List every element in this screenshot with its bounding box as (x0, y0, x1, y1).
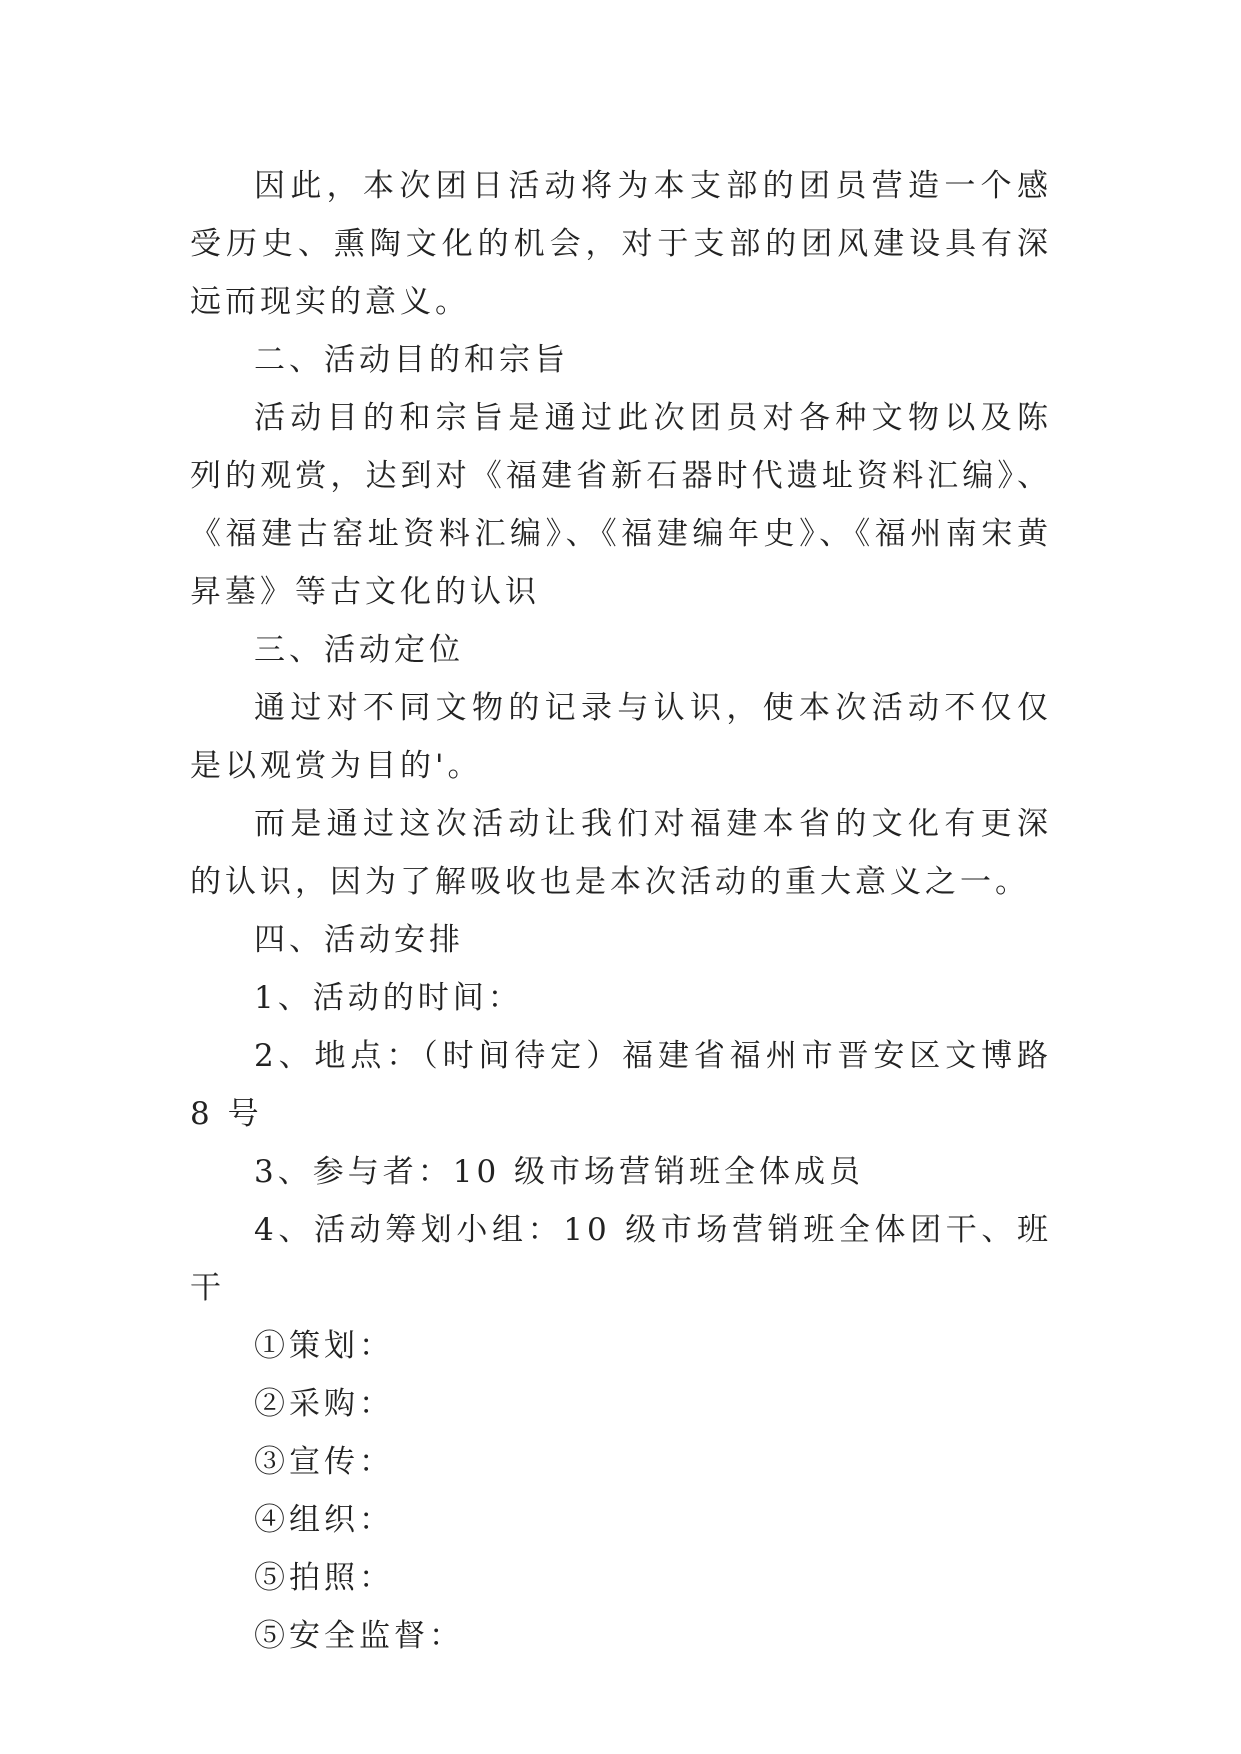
role-item-safety: ⑤安全监督： (254, 1618, 464, 1654)
section-heading-arrangement: 四、活动安排 (254, 922, 464, 958)
paragraph-purpose: 活动目的和宗旨是通过此次团员对各种文物以及陈列的观赏，达到对《福建省新石器时代遗址资料汇编》、《福建古窑址资料汇编》、《福建编年史》、《福州南宋黄昇墓》等古文化的认识 (190, 400, 1052, 610)
arrangement-item-time: 1、活动的时间： (254, 980, 523, 1016)
arrangement-item-location: 2、地点：（时间待定）福建省福州市晋安区文博路 8 号 (190, 1038, 1052, 1132)
role-item-photography: ⑤拍照： (254, 1560, 394, 1596)
role-item-publicity: ③宣传： (254, 1444, 394, 1480)
arrangement-item-participants: 3、参与者：10 级市场营销班全体成员 (254, 1154, 865, 1190)
role-item-purchasing: ②采购： (254, 1386, 394, 1422)
paragraph-positioning: 通过对不同文物的记录与认识，使本次活动不仅仅是以观赏为目的'。 (190, 690, 1052, 784)
section-heading-positioning: 三、活动定位 (254, 632, 464, 668)
role-item-organization: ④组织： (254, 1502, 394, 1538)
section-heading-purpose: 二、活动目的和宗旨 (254, 342, 569, 378)
arrangement-item-planning-group: 4、活动筹划小组：10 级市场营销班全体团干、班干 (190, 1212, 1052, 1306)
document-page (190, 157, 1052, 1665)
paragraph-positioning-continued: 而是通过这次活动让我们对福建本省的文化有更深的认识，因为了解吸收也是本次活动的重大意义之一。 (190, 806, 1052, 900)
paragraph-intro-conclusion: 因此，本次团日活动将为本支部的团员营造一个感受历史、熏陶文化的机会，对于支部的团风建设具有深远而现实的意义。 (190, 168, 1052, 320)
role-item-planning: ①策划： (254, 1328, 394, 1364)
